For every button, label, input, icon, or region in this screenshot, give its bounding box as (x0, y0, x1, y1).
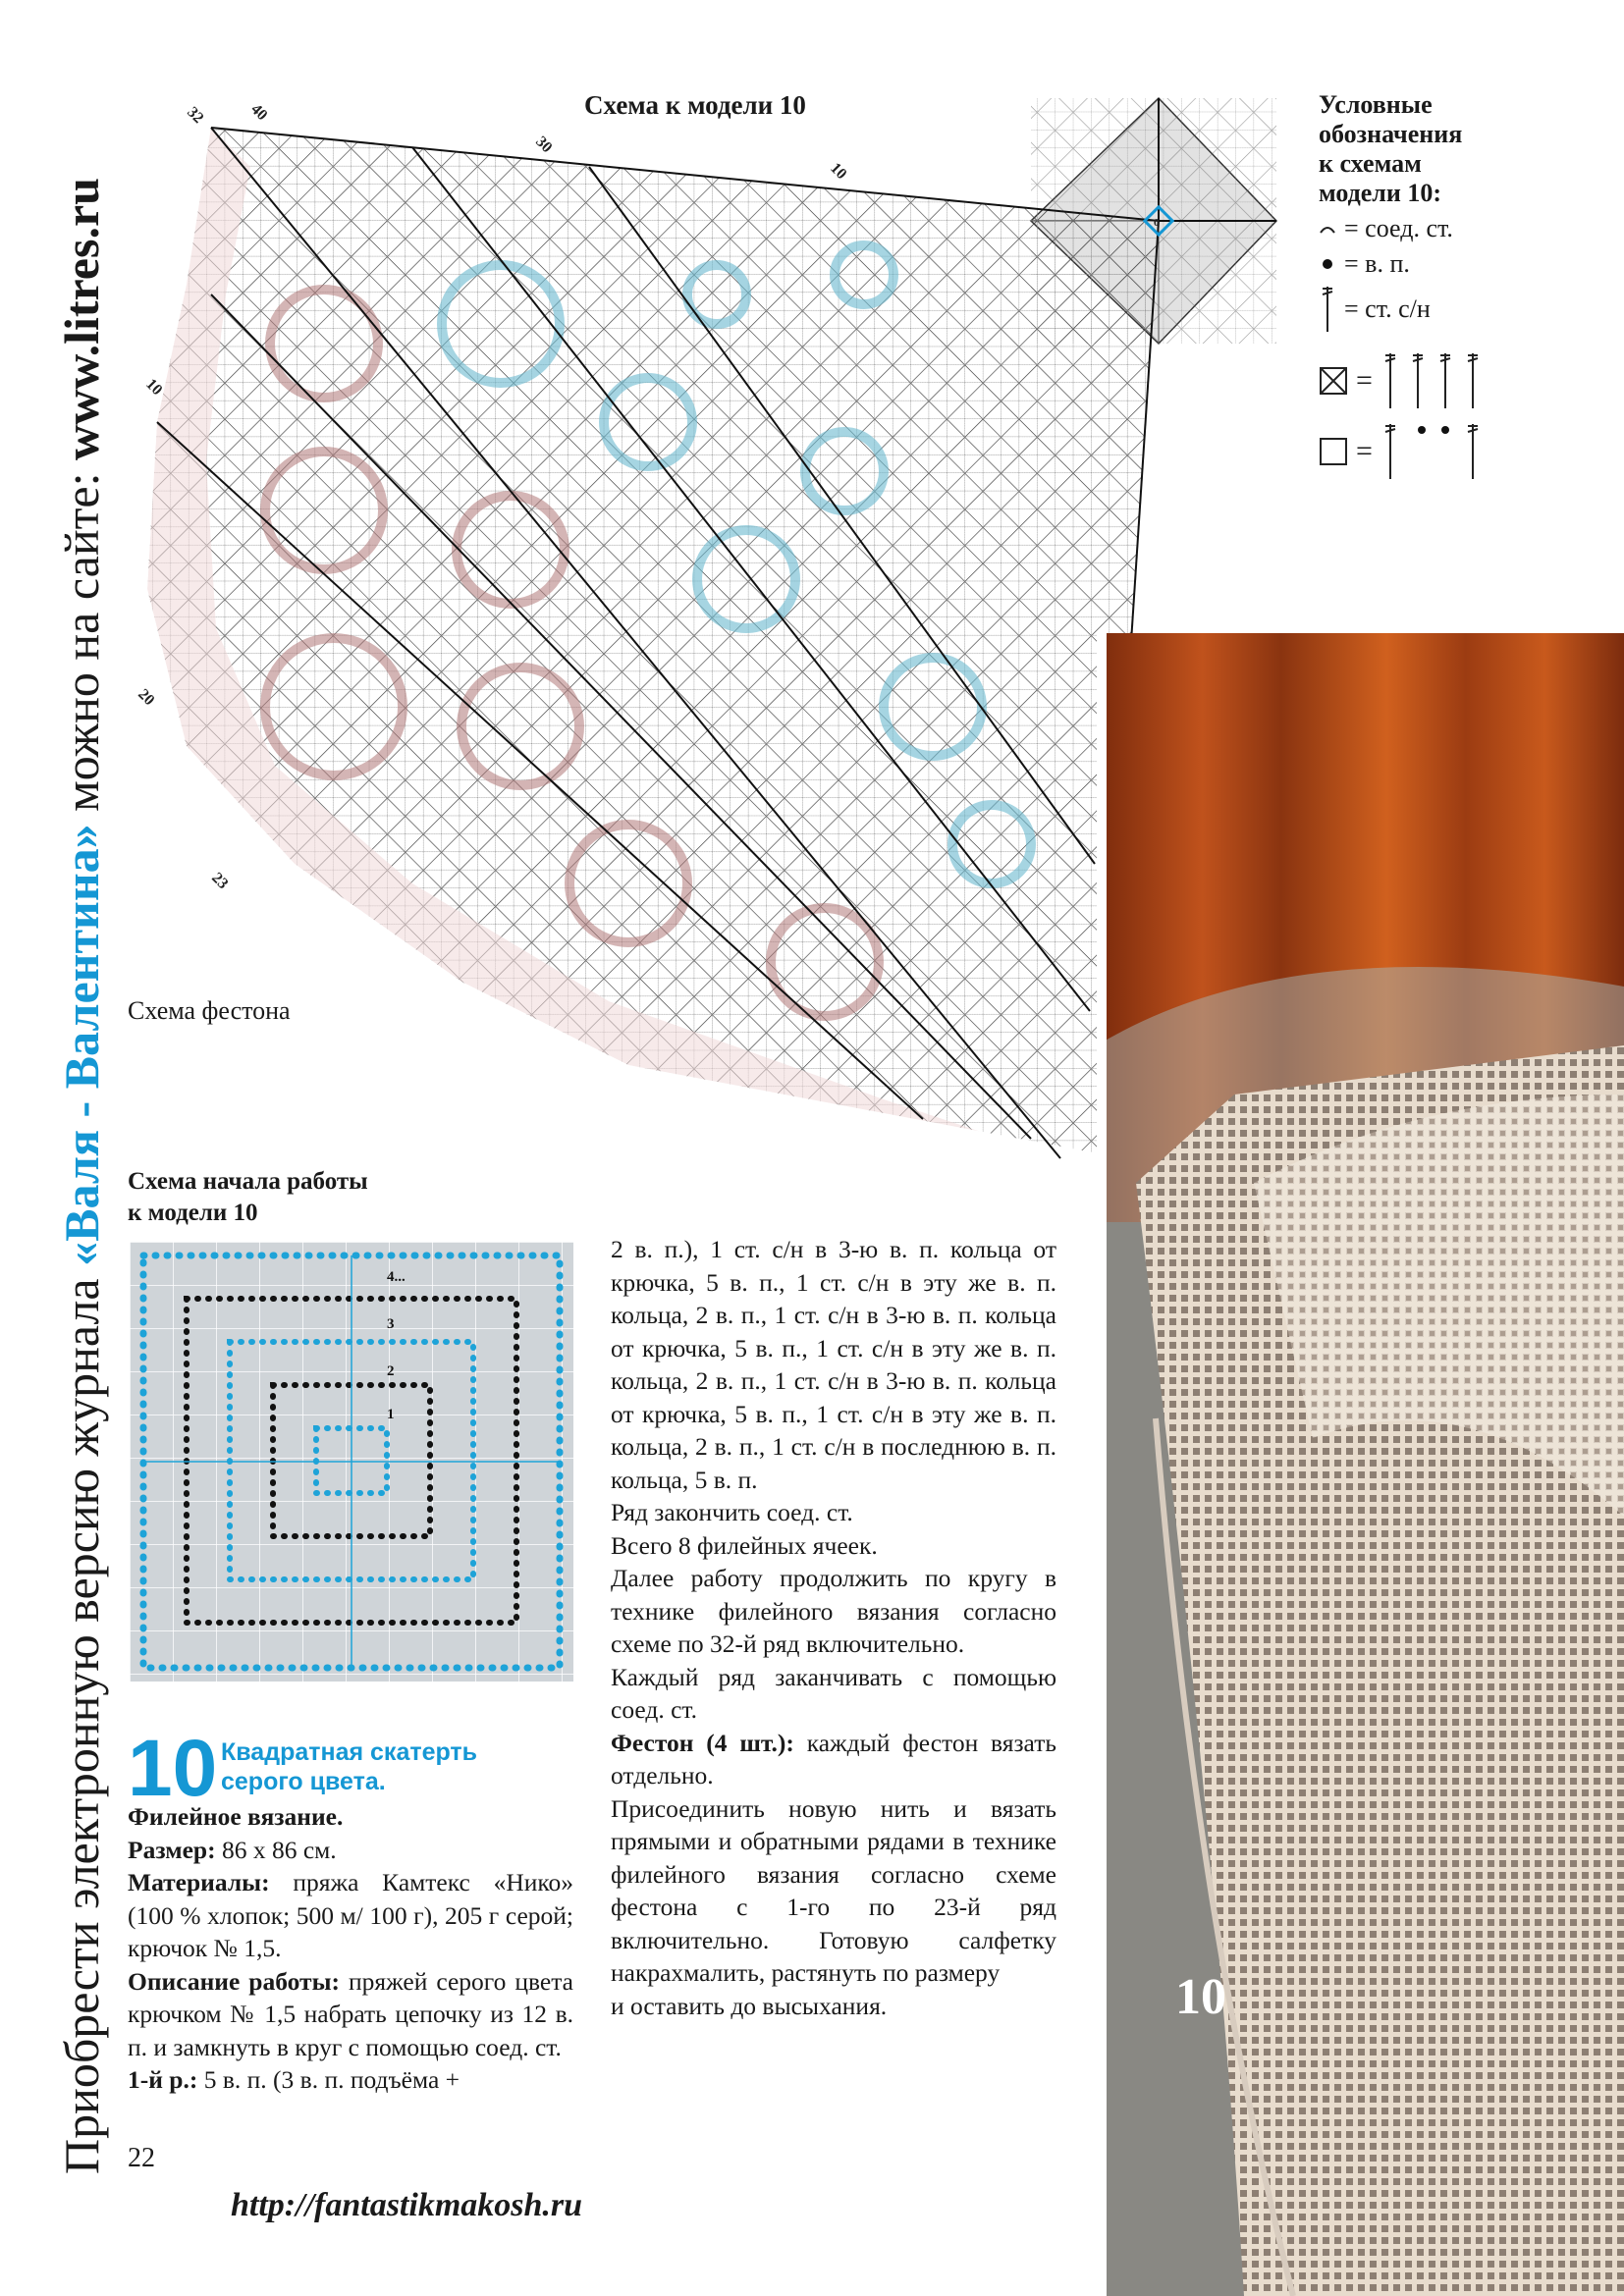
row1-label: 1-й р.: (128, 2065, 198, 2094)
legend-title-1: Условные (1319, 90, 1433, 119)
label-left-20: 20 (135, 685, 158, 710)
size-value: 86 х 86 см. (215, 1835, 337, 1864)
size-label: Размер: (128, 1835, 216, 1864)
legend-row-empty (1319, 422, 1594, 481)
row1-value: 5 в. п. (3 в. п. подъёма + (197, 2065, 460, 2094)
label-start-4: 4... (387, 1269, 406, 1285)
start-scheme-diagram (130, 1242, 573, 1682)
tablecloth-photo (1097, 633, 1624, 2296)
label-left-10: 10 (142, 375, 166, 400)
empty-cell-icon (1319, 437, 1348, 466)
col2-paragraph-4: Далее работу продолжить по кругу в технике филейного вязания согласно схеме по 32-й ряд включительно. (611, 1564, 1056, 1658)
banner-site-link[interactable]: www.litres.ru (54, 178, 109, 460)
photo-model-label: 10 (1175, 1969, 1226, 2025)
start-scheme-title (128, 1166, 368, 1229)
legend-title-2: обозначения (1319, 120, 1463, 148)
chain-stitch-icon (1319, 257, 1336, 271)
model-title-line2: серого цвета. (221, 1768, 386, 1795)
description-value: пряжей серого цвета крючком № 1,5 набрать цепочку из 12 в. п. и замкнуть в круг с помощью соед. ст. (128, 1966, 573, 2061)
label-start-2: 2 (387, 1363, 395, 1379)
legend-dc-text: = ст. с/н (1344, 294, 1431, 323)
model-number: 10 (128, 1724, 218, 1813)
label-top-30: 30 (532, 133, 556, 157)
legend-row-filled (1319, 351, 1594, 410)
label-left-23: 23 (208, 869, 232, 893)
tablecloth-photo-art (1097, 633, 1624, 2296)
festoon-label: Схема фестона (128, 996, 291, 1025)
legend (1319, 90, 1594, 481)
footer-url-link[interactable]: http://fantastikmakosh.ru (231, 2187, 583, 2223)
legend-title-3: к схемам (1319, 149, 1422, 178)
banner-text-2: можно на сайте: (54, 459, 109, 825)
start-scheme-title-line2: к модели 10 (128, 1200, 258, 1226)
label-start-1: 1 (387, 1407, 395, 1422)
instructions-column-2 (611, 1233, 1056, 2022)
legend-chain-text: = в. п. (1344, 249, 1410, 278)
slip-stitch-icon (1319, 223, 1336, 235)
label-top-32: 32 (184, 103, 207, 128)
legend-eq-1: = (1356, 364, 1373, 397)
col2-paragraph-2: Ряд закончить соед. ст. (611, 1498, 853, 1526)
double-crochet-icon (1319, 285, 1336, 334)
materials-value: пряжа Камтекс «Нико» (100 % хлопок; 500 м/ 100 г), 205 г серой; крючок № 1,5. (128, 1868, 573, 1962)
col2-paragraph-5: Каждый ряд заканчивать с помощью соед. ст. (611, 1662, 1056, 1724)
model-title (221, 1737, 477, 1796)
legend-row-dc (1319, 285, 1594, 334)
model-title-line1: Квадратная скатерть (221, 1738, 478, 1766)
legend-eq-2: = (1356, 435, 1373, 467)
label-center-0: 0 (1154, 217, 1160, 229)
banner-text-1: Приобрести электронную версию журнала (54, 1265, 109, 2174)
label-top-40: 40 (247, 100, 271, 125)
instructions-column-1 (128, 1800, 573, 2097)
materials-label: Материалы: (128, 1868, 270, 1896)
page-number: 22 (128, 2143, 155, 2173)
four-dc-icon (1380, 351, 1489, 410)
legend-row-slip (1319, 214, 1594, 243)
filled-cell-icon (1319, 366, 1348, 396)
description-label: Описание работы: (128, 1966, 340, 1996)
col2-paragraph-3: Всего 8 филейных ячеек. (611, 1530, 878, 1560)
legend-title-4: модели 10: (1319, 179, 1442, 207)
label-top-10: 10 (827, 159, 850, 184)
banner-magazine: «Валя - Валентина» (54, 824, 109, 1266)
start-scheme-title-line1: Схема начала работы (128, 1168, 368, 1195)
festoon-label-bold: Фестон (4 шт.): (611, 1728, 794, 1757)
col2-paragraph-8: и оставить до высыхания. (611, 1991, 888, 2020)
dc-chain-dc-icon (1380, 422, 1489, 481)
label-start-3: 3 (387, 1316, 395, 1332)
col2-paragraph-7: Присоединить новую нить и вязать прямыми и обратными рядами в технике филейного вязания согласно схеме фестона с 1-го по 23-й ряд включительно. Готовую салфетку накрахмалить, растянуть по размеру (611, 1793, 1056, 1987)
festoon-text: каждый фестон вязать отдельно. (611, 1728, 1056, 1789)
scheme-title: Схема к модели 10 (584, 90, 806, 120)
legend-row-chain (1319, 249, 1594, 279)
legend-slip-text: = соед. ст. (1344, 214, 1453, 242)
technique-text: Филейное вязание. (128, 1802, 344, 1831)
col2-paragraph-1: 2 в. п.), 1 ст. с/н в 3-ю в. п. кольца от крючка, 5 в. п., 1 ст. с/н в эту же в. п. кольца, 2 в. п., 1 ст. с/н в 3-ю в. п. кольца от крючка, 5 в. п., 1 ст. с/н в эту же в. п. кольца, 2 в. п., 1 ст. с/н в 3-ю в. п. кольца от крючка, 5 в. п., 1 ст. с/н в эту же в. п. кольца, 2 в. п., 1 ст. с/н в последнюю в. п. кольца, 5 в. п. (611, 1235, 1056, 1494)
